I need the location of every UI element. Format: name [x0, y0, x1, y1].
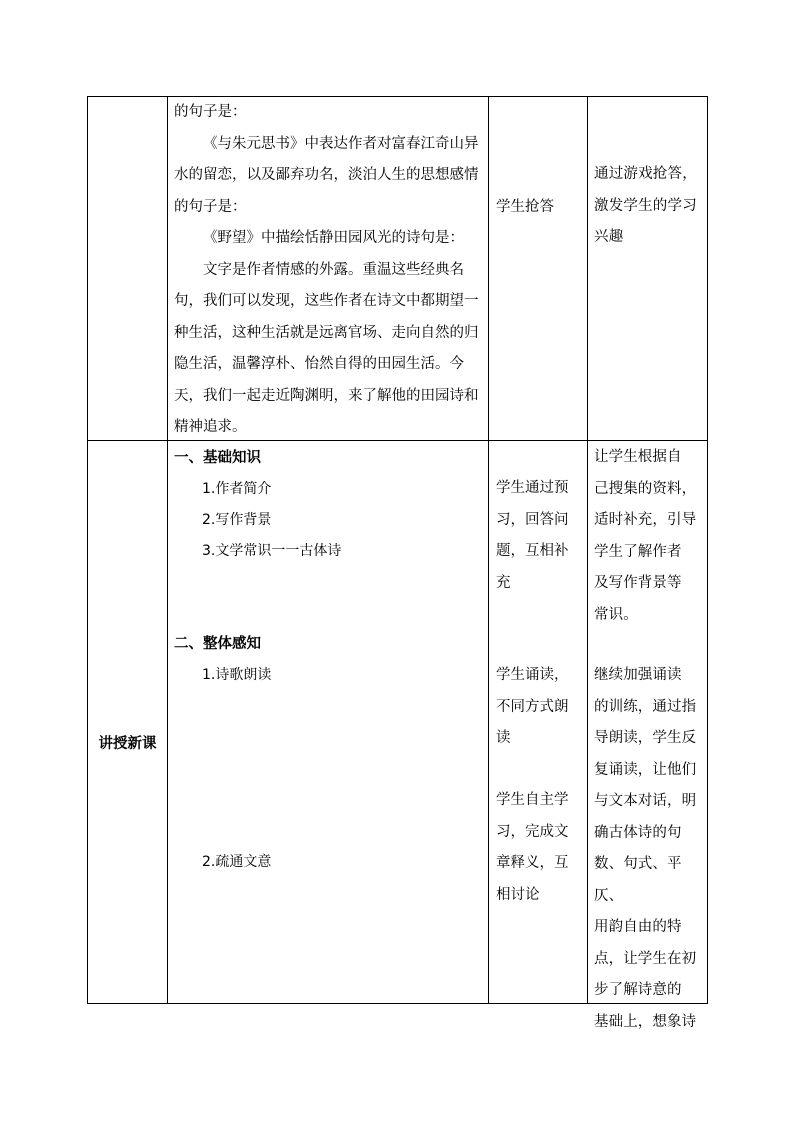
text-line: 充 — [496, 574, 511, 591]
text-line: 学生自主学 — [496, 792, 569, 808]
student-activity — [496, 785, 582, 911]
stage-cell-empty — [88, 97, 168, 441]
list-item: 1.作者简介 — [202, 481, 272, 497]
text-line: 导朗读，学生反 — [594, 730, 697, 746]
list-item: 3.文学常识一一古体诗 — [202, 543, 342, 559]
text-line: 继续加强诵读 — [594, 667, 682, 683]
text-line: 适时补充，引导 — [594, 512, 697, 528]
lesson-plan-table — [87, 96, 708, 1030]
text-line: 与文本对话，明 — [594, 793, 697, 809]
text-line: 数、句式、平仄、 — [594, 856, 682, 904]
paragraph: 《与朱元思书》中表达作者对富春江奇山异水的留恋，以及鄙弃功名，淡泊人生的思想感情的句子是： — [174, 135, 479, 215]
text-line: 习，完成文 — [496, 823, 569, 840]
student-activity — [496, 473, 582, 599]
paragraph: 的句子是： — [174, 104, 247, 120]
paragraph: 文字是作者情感的外露。重温这些经典名句，我们可以发现，这些作者在诗文中都期望一种生活，这种生活就是远离官场、走向自然的归隐生活，温馨淳朴、怡然自得的田园生活。今天，我们一起走近陶渊明，来了解他的田园诗和精神追求。 — [174, 261, 479, 435]
text-line: 的训练，通过指 — [594, 698, 697, 715]
design-intent-cell — [588, 441, 708, 1030]
text-line: 基础上，想象诗 — [594, 1013, 697, 1030]
stage-cell — [88, 441, 168, 1004]
text-line: 让学生根据自 — [594, 449, 682, 465]
content-cell — [168, 97, 489, 441]
text-line: 题，互相补 — [496, 543, 569, 559]
text-line: 确古体诗的句 — [594, 824, 682, 841]
content-cell — [168, 441, 489, 1004]
student-activity — [496, 660, 582, 755]
intro-text — [174, 97, 484, 444]
list-item: 2.疏通文意 — [202, 854, 272, 870]
text-line: 复诵读，让他们 — [594, 761, 697, 778]
design-intent — [594, 660, 706, 1038]
section-title: 二、整体感知 — [174, 636, 261, 652]
text-line: 常识。 — [594, 606, 638, 623]
text-line: 习，回答问 — [496, 511, 569, 528]
text-line: 读 — [496, 730, 511, 746]
design-intent: 通过游戏抢答，激发学生的学习兴趣 — [594, 166, 697, 245]
paragraph: 《野望》中描绘恬静田园风光的诗句是： — [203, 230, 464, 246]
student-activity: 学生抢答 — [496, 199, 554, 215]
design-intent-cell — [588, 97, 708, 441]
text-line: 学生诵读， — [496, 667, 569, 683]
table-row — [88, 441, 708, 1004]
design-intent — [594, 442, 706, 631]
student-activity-cell — [489, 441, 588, 1004]
list-item: 2.写作背景 — [202, 512, 272, 528]
text-line: 点，让学生在初 — [594, 950, 697, 967]
text-line: 及写作背景等 — [594, 575, 682, 591]
text-line: 学生了解作者 — [594, 543, 682, 560]
section-title: 一、基础知识 — [174, 450, 261, 466]
student-activity-cell — [489, 97, 588, 441]
text-line: 不同方式朗 — [496, 698, 569, 715]
text-line: 学生通过预 — [496, 480, 569, 496]
text-line: 步了解诗意的 — [594, 982, 682, 998]
text-line: 章释义，互 — [496, 855, 569, 871]
text-line: 己搜集的资料， — [594, 480, 697, 497]
list-item: 1.诗歌朗读 — [202, 667, 272, 683]
stage-label: 讲授新课 — [98, 736, 157, 752]
table-row — [88, 97, 708, 441]
text-line: 相讨论 — [496, 886, 540, 903]
text-line: 用韵自由的特 — [594, 919, 682, 935]
